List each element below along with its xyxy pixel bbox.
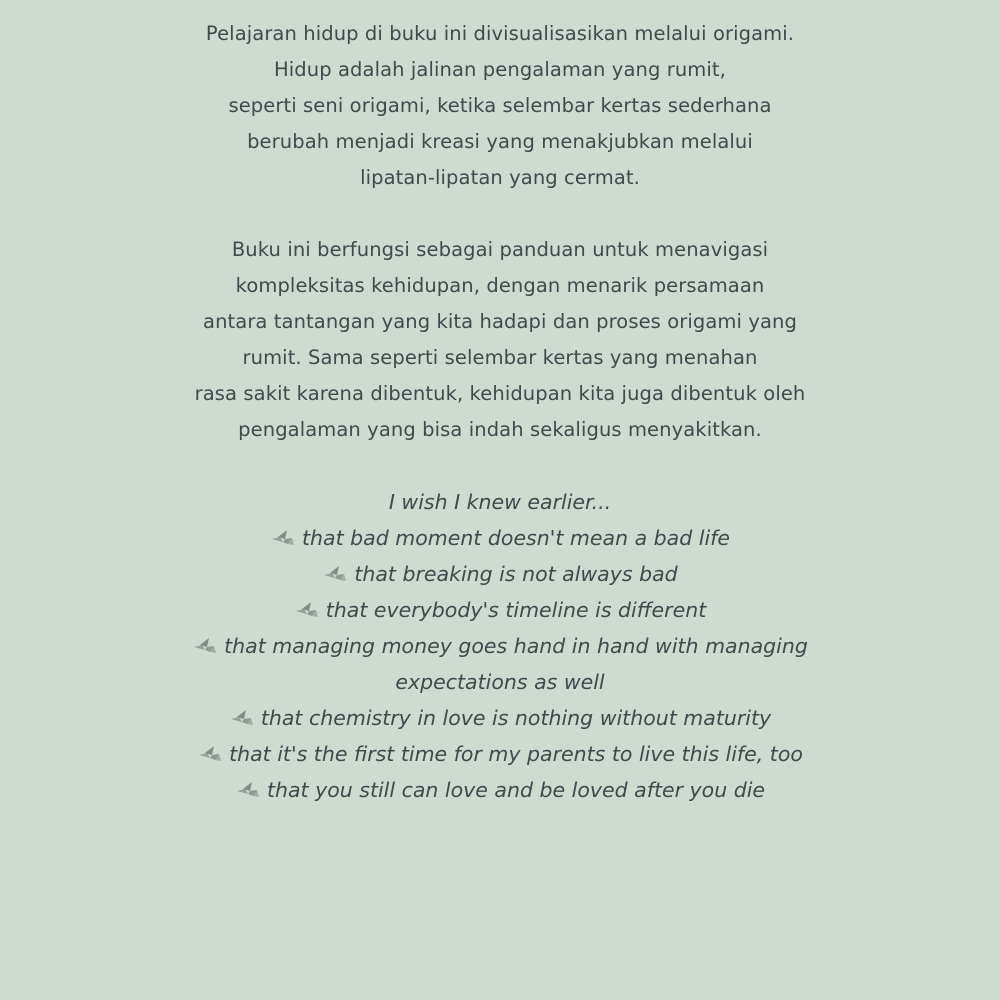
intro-line: lipatan-lipatan yang cermat. xyxy=(360,166,640,189)
wish-heading: I wish I knew earlier... xyxy=(388,490,612,514)
wish-item-text: that everybody's timeline is different xyxy=(325,598,707,622)
origami-bird-icon xyxy=(235,780,261,800)
origami-bird-icon xyxy=(197,744,223,764)
intro-line: berubah menjadi kreasi yang menakjubkan melalui xyxy=(247,130,753,153)
purpose-line: antara tantangan yang kita hadapi dan proses origami yang xyxy=(203,310,797,333)
purpose-paragraph xyxy=(0,232,1000,448)
intro-line: Pelajaran hidup di buku ini divisualisasikan melalui origami. xyxy=(205,22,795,45)
intro-line: seperti seni origami, ketika selembar kertas sederhana xyxy=(228,94,772,117)
origami-bird-icon xyxy=(322,564,348,584)
wish-item-text: that you still can love and be loved after you die xyxy=(266,778,766,802)
wish-section xyxy=(0,484,1000,808)
wish-item-text: that it's the first time for my parents to live this life, too xyxy=(229,742,803,766)
wish-item xyxy=(0,736,1000,772)
wish-item xyxy=(0,556,1000,592)
wish-item-text: that chemistry in love is nothing without maturity xyxy=(260,706,772,730)
wish-item xyxy=(0,700,1000,736)
origami-bird-icon xyxy=(270,528,296,548)
purpose-line: rasa sakit karena dibentuk, kehidupan kita juga dibentuk oleh xyxy=(194,382,806,405)
purpose-line: pengalaman yang bisa indah sekaligus menyakitkan. xyxy=(238,418,762,441)
wish-item-text: that breaking is not always bad xyxy=(354,562,678,586)
wish-item xyxy=(0,772,1000,808)
origami-bird-icon xyxy=(229,708,255,728)
wish-item-continuation: expectations as well xyxy=(395,670,605,694)
wish-item xyxy=(0,520,1000,556)
origami-bird-icon xyxy=(294,600,320,620)
purpose-line: rumit. Sama seperti selembar kertas yang menahan xyxy=(242,346,758,369)
purpose-line: kompleksitas kehidupan, dengan menarik persamaan xyxy=(235,274,765,297)
wish-item xyxy=(0,592,1000,628)
wish-item-text: that managing money goes hand in hand with managing xyxy=(224,634,808,658)
wish-item-text: that bad moment doesn't mean a bad life xyxy=(302,526,730,550)
wish-list xyxy=(0,520,1000,808)
intro-paragraph xyxy=(0,16,1000,196)
wish-item xyxy=(0,628,1000,700)
intro-line: Hidup adalah jalinan pengalaman yang rumit, xyxy=(274,58,726,81)
origami-bird-icon xyxy=(192,636,218,656)
purpose-line: Buku ini berfungsi sebagai panduan untuk menavigasi xyxy=(231,238,769,261)
